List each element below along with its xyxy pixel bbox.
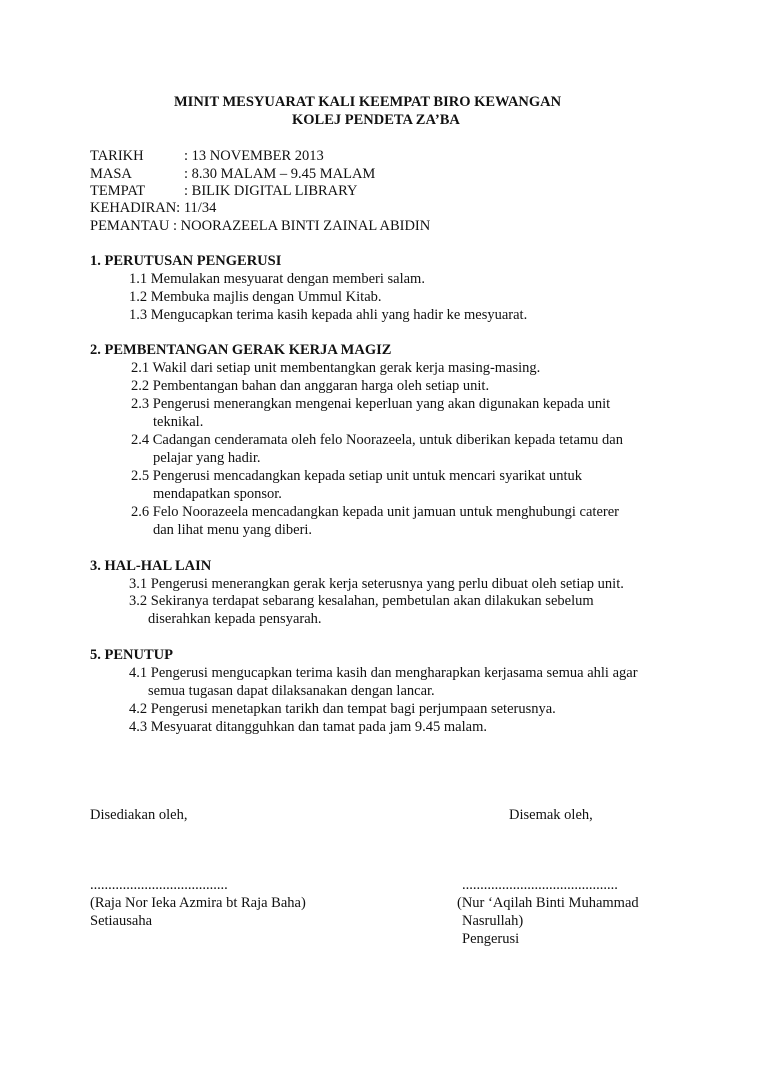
masa-value: : 8.30 MALAM – 9.45 MALAM: [184, 166, 376, 182]
list-item: 2.4 Cadangan cenderamata oleh felo Noorazeela, untuk diberikan kepada tetamu dan: [131, 432, 623, 448]
list-item: 2.5 Pengerusi mencadangkan kepada setiap unit untuk mencari syarikat untuk: [131, 468, 582, 484]
prepared-by-label: Disediakan oleh,: [90, 807, 188, 823]
list-item: 3.2 Sekiranya terdapat sebarang kesalahan, pembetulan akan dilakukan sebelum: [129, 593, 594, 609]
list-item: 4.1 Pengerusi mengucapkan terima kasih dan mengharapkan kerjasama semua ahli agar: [129, 665, 638, 681]
pemantau-line: PEMANTAU : NOORAZEELA BINTI ZAINAL ABIDIN: [90, 218, 431, 234]
list-item: 2.2 Pembentangan bahan dan anggaran harga oleh setiap unit.: [131, 378, 490, 394]
list-item: 4.2 Pengerusi menetapkan tarikh dan tempat bagi perjumpaan seterusnya.: [129, 701, 556, 717]
list-item: 3.1 Pengerusi menerangkan gerak kerja seterusnya yang perlu dibuat oleh setiap unit.: [129, 576, 624, 592]
list-item: 1.1 Memulakan mesyuarat dengan memberi salam.: [129, 271, 425, 287]
list-item-continuation: semua tugasan dapat dilaksanakan dengan lancar.: [148, 683, 435, 699]
tempat-value: : BILIK DIGITAL LIBRARY: [184, 183, 358, 199]
document-title: MINIT MESYUARAT KALI KEEMPAT BIRO KEWANGAN: [174, 94, 562, 110]
list-item: 2.3 Pengerusi menerangkan mengenai keperluan yang akan digunakan kepada unit: [131, 396, 611, 412]
list-item-continuation: mendapatkan sponsor.: [153, 486, 282, 502]
list-item-continuation: dan lihat menu yang diberi.: [153, 522, 313, 538]
chairperson-role: Pengerusi: [462, 931, 520, 947]
tempat-label: TEMPAT: [90, 183, 146, 199]
tarikh-value: : 13 NOVEMBER 2013: [184, 148, 324, 164]
reviewed-by-label: Disemak oleh,: [509, 807, 593, 823]
section-heading-pembentangan: 2. PEMBENTANGAN GERAK KERJA MAGIZ: [90, 342, 392, 358]
list-item: 2.6 Felo Noorazeela mencadangkan kepada unit jamuan untuk menghubungi caterer: [131, 504, 619, 520]
secretary-name: (Raja Nor Ieka Azmira bt Raja Baha): [90, 895, 306, 911]
chairperson-name-continuation: Nasrullah): [462, 913, 524, 929]
kehadiran-line: KEHADIRAN: 11/34: [90, 200, 217, 216]
list-item: 4.3 Mesyuarat ditangguhkan dan tamat pada jam 9.45 malam.: [129, 719, 487, 735]
list-item: 1.3 Mengucapkan terima kasih kepada ahli yang hadir ke mesyuarat.: [129, 307, 528, 323]
list-item: 2.1 Wakil dari setiap unit membentangkan gerak kerja masing-masing.: [131, 360, 541, 376]
list-item-continuation: diserahkan kepada pensyarah.: [148, 611, 322, 627]
masa-label: MASA: [90, 166, 132, 182]
signature-line-right: ...........................................: [462, 877, 618, 893]
document-subtitle: KOLEJ PENDETA ZA’BA: [292, 112, 460, 128]
tarikh-label: TARIKH: [90, 148, 144, 164]
signature-line-left: ......................................: [90, 877, 228, 893]
list-item: 1.2 Membuka majlis dengan Ummul Kitab.: [129, 289, 382, 305]
list-item-continuation: pelajar yang hadir.: [153, 450, 261, 466]
section-heading-penutup: 5. PENUTUP: [90, 647, 173, 663]
section-heading-hal-hal-lain: 3. HAL-HAL LAIN: [90, 558, 212, 574]
list-item-continuation: teknikal.: [153, 414, 204, 430]
chairperson-name: (Nur ‘Aqilah Binti Muhammad: [457, 895, 639, 911]
section-heading-perutusan: 1. PERUTUSAN PENGERUSI: [90, 253, 282, 269]
secretary-role: Setiausaha: [90, 913, 153, 929]
